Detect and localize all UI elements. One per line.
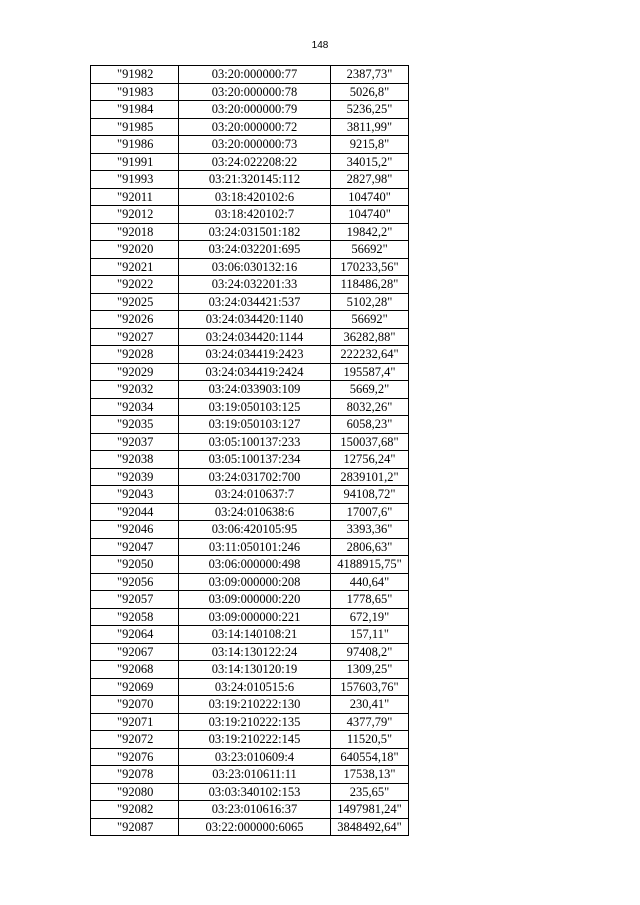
table-row <box>91 311 409 329</box>
value-cell: 6058,23" <box>331 416 409 434</box>
value-cell: 9215,8" <box>331 136 409 154</box>
record-id-cell: "92046 <box>91 521 179 539</box>
cadastral-number-cell: 03:24:031702:700 <box>179 468 331 486</box>
cadastral-number-cell: 03:24:034419:2424 <box>179 363 331 381</box>
record-id-cell: "92078 <box>91 766 179 784</box>
record-id-cell: "92064 <box>91 626 179 644</box>
table-row <box>91 398 409 416</box>
value-cell: 4188915,75" <box>331 556 409 574</box>
cadastral-number-cell: 03:19:210222:135 <box>179 713 331 731</box>
table-row <box>91 783 409 801</box>
table-row <box>91 556 409 574</box>
record-id-cell: "92027 <box>91 328 179 346</box>
table-row <box>91 573 409 591</box>
cadastral-number-cell: 03:11:050101:246 <box>179 538 331 556</box>
cadastral-number-cell: 03:24:034420:1140 <box>179 311 331 329</box>
record-id-cell: "92018 <box>91 223 179 241</box>
record-id-cell: "92026 <box>91 311 179 329</box>
cadastral-number-cell: 03:24:010638:6 <box>179 503 331 521</box>
record-id-cell: "92039 <box>91 468 179 486</box>
table-row <box>91 223 409 241</box>
table-row <box>91 521 409 539</box>
record-id-cell: "92087 <box>91 818 179 836</box>
table-row <box>91 731 409 749</box>
value-cell: 2806,63" <box>331 538 409 556</box>
value-cell: 672,19" <box>331 608 409 626</box>
value-cell: 157,11" <box>331 626 409 644</box>
record-id-cell: "92028 <box>91 346 179 364</box>
cadastral-number-cell: 03:19:050103:127 <box>179 416 331 434</box>
table-row <box>91 118 409 136</box>
record-id-cell: "92044 <box>91 503 179 521</box>
cadastral-number-cell: 03:19:050103:125 <box>179 398 331 416</box>
table-row <box>91 766 409 784</box>
record-id-cell: "92020 <box>91 241 179 259</box>
record-id-cell: "92050 <box>91 556 179 574</box>
table-row <box>91 643 409 661</box>
value-cell: 3811,99" <box>331 118 409 136</box>
cadastral-number-cell: 03:14:130120:19 <box>179 661 331 679</box>
record-id-cell: "91985 <box>91 118 179 136</box>
value-cell: 8032,26" <box>331 398 409 416</box>
record-id-cell: "92067 <box>91 643 179 661</box>
value-cell: 17007,6" <box>331 503 409 521</box>
record-id-cell: "91984 <box>91 101 179 119</box>
table-row <box>91 136 409 154</box>
cadastral-number-cell: 03:05:100137:233 <box>179 433 331 451</box>
record-id-cell: "92082 <box>91 801 179 819</box>
table-row <box>91 206 409 224</box>
record-id-cell: "92011 <box>91 188 179 206</box>
cadastral-number-cell: 03:20:000000:78 <box>179 83 331 101</box>
cadastral-number-cell: 03:23:010611:11 <box>179 766 331 784</box>
value-cell: 104740" <box>331 188 409 206</box>
record-id-cell: "92021 <box>91 258 179 276</box>
value-cell: 440,64" <box>331 573 409 591</box>
record-id-cell: "92043 <box>91 486 179 504</box>
table-row <box>91 346 409 364</box>
table-row <box>91 696 409 714</box>
value-cell: 3393,36" <box>331 521 409 539</box>
value-cell: 97408,2" <box>331 643 409 661</box>
table-row <box>91 713 409 731</box>
table-row <box>91 293 409 311</box>
cadastral-number-cell: 03:14:130122:24 <box>179 643 331 661</box>
table-row <box>91 626 409 644</box>
record-id-cell: "92047 <box>91 538 179 556</box>
record-id-cell: "92034 <box>91 398 179 416</box>
table-row <box>91 276 409 294</box>
table-row <box>91 381 409 399</box>
cadastral-number-cell: 03:09:000000:220 <box>179 591 331 609</box>
record-id-cell: "92056 <box>91 573 179 591</box>
value-cell: 170233,56" <box>331 258 409 276</box>
cadastral-number-cell: 03:06:000000:498 <box>179 556 331 574</box>
record-id-cell: "92032 <box>91 381 179 399</box>
value-cell: 222232,64" <box>331 346 409 364</box>
cadastral-number-cell: 03:20:000000:73 <box>179 136 331 154</box>
value-cell: 1497981,24" <box>331 801 409 819</box>
value-cell: 12756,24" <box>331 451 409 469</box>
cadastral-number-cell: 03:20:000000:79 <box>179 101 331 119</box>
value-cell: 2387,73" <box>331 66 409 84</box>
value-cell: 34015,2" <box>331 153 409 171</box>
table-row <box>91 678 409 696</box>
cadastral-number-cell: 03:18:420102:7 <box>179 206 331 224</box>
table-row <box>91 503 409 521</box>
cadastral-number-cell: 03:24:010515:6 <box>179 678 331 696</box>
record-id-cell: "92057 <box>91 591 179 609</box>
cadastral-number-cell: 03:19:210222:145 <box>179 731 331 749</box>
value-cell: 94108,72" <box>331 486 409 504</box>
cadastral-number-cell: 03:24:010637:7 <box>179 486 331 504</box>
table-row <box>91 433 409 451</box>
record-id-cell: "91982 <box>91 66 179 84</box>
value-cell: 195587,4" <box>331 363 409 381</box>
table-row <box>91 66 409 84</box>
value-cell: 118486,28" <box>331 276 409 294</box>
table-row <box>91 241 409 259</box>
table-row <box>91 188 409 206</box>
cadastral-number-cell: 03:23:010616:37 <box>179 801 331 819</box>
table-row <box>91 101 409 119</box>
table-row <box>91 468 409 486</box>
value-cell: 56692" <box>331 241 409 259</box>
table-row <box>91 486 409 504</box>
value-cell: 5669,2" <box>331 381 409 399</box>
table-row <box>91 608 409 626</box>
cadastral-number-cell: 03:09:000000:221 <box>179 608 331 626</box>
value-cell: 1309,25" <box>331 661 409 679</box>
cadastral-number-cell: 03:24:034419:2423 <box>179 346 331 364</box>
value-cell: 2839101,2" <box>331 468 409 486</box>
value-cell: 17538,13" <box>331 766 409 784</box>
record-id-cell: "92029 <box>91 363 179 381</box>
table-row <box>91 328 409 346</box>
cadastral-number-cell: 03:24:031501:182 <box>179 223 331 241</box>
cadastral-number-cell: 03:22:000000:6065 <box>179 818 331 836</box>
record-id-cell: "92076 <box>91 748 179 766</box>
table-row <box>91 818 409 836</box>
value-cell: 4377,79" <box>331 713 409 731</box>
record-id-cell: "91993 <box>91 171 179 189</box>
table-row <box>91 171 409 189</box>
value-cell: 104740" <box>331 206 409 224</box>
value-cell: 5236,25" <box>331 101 409 119</box>
record-id-cell: "92071 <box>91 713 179 731</box>
value-cell: 235,65" <box>331 783 409 801</box>
value-cell: 1778,65" <box>331 591 409 609</box>
value-cell: 3848492,64" <box>331 818 409 836</box>
page-number: 148 <box>311 40 329 51</box>
record-id-cell: "92070 <box>91 696 179 714</box>
table-row <box>91 363 409 381</box>
table-row <box>91 748 409 766</box>
record-id-cell: "92068 <box>91 661 179 679</box>
cadastral-number-cell: 03:14:140108:21 <box>179 626 331 644</box>
cadastral-number-cell: 03:24:022208:22 <box>179 153 331 171</box>
cadastral-number-cell: 03:24:034421:537 <box>179 293 331 311</box>
record-id-cell: "91986 <box>91 136 179 154</box>
table-row <box>91 538 409 556</box>
record-id-cell: "92037 <box>91 433 179 451</box>
cadastral-number-cell: 03:03:340102:153 <box>179 783 331 801</box>
value-cell: 56692" <box>331 311 409 329</box>
record-id-cell: "91991 <box>91 153 179 171</box>
value-cell: 19842,2" <box>331 223 409 241</box>
record-id-cell: "92058 <box>91 608 179 626</box>
value-cell: 5102,28" <box>331 293 409 311</box>
value-cell: 2827,98" <box>331 171 409 189</box>
table-row <box>91 153 409 171</box>
table-row <box>91 258 409 276</box>
cadastral-number-cell: 03:06:030132:16 <box>179 258 331 276</box>
cadastral-number-cell: 03:09:000000:208 <box>179 573 331 591</box>
record-id-cell: "92025 <box>91 293 179 311</box>
table-row <box>91 451 409 469</box>
value-cell: 640554,18" <box>331 748 409 766</box>
cadastral-number-cell: 03:24:032201:33 <box>179 276 331 294</box>
table-row <box>91 83 409 101</box>
value-cell: 230,41" <box>331 696 409 714</box>
value-cell: 157603,76" <box>331 678 409 696</box>
table-row <box>91 591 409 609</box>
record-id-cell: "92038 <box>91 451 179 469</box>
record-id-cell: "92069 <box>91 678 179 696</box>
registry-table-body <box>91 66 409 836</box>
cadastral-number-cell: 03:18:420102:6 <box>179 188 331 206</box>
cadastral-number-cell: 03:20:000000:72 <box>179 118 331 136</box>
cadastral-number-cell: 03:06:420105:95 <box>179 521 331 539</box>
table-row <box>91 661 409 679</box>
record-id-cell: "92072 <box>91 731 179 749</box>
record-id-cell: "92080 <box>91 783 179 801</box>
cadastral-number-cell: 03:21:320145:112 <box>179 171 331 189</box>
cadastral-number-cell: 03:19:210222:130 <box>179 696 331 714</box>
table-row <box>91 801 409 819</box>
record-id-cell: "91983 <box>91 83 179 101</box>
cadastral-number-cell: 03:24:032201:695 <box>179 241 331 259</box>
table-row <box>91 416 409 434</box>
record-id-cell: "92035 <box>91 416 179 434</box>
registry-table <box>90 65 409 836</box>
value-cell: 36282,88" <box>331 328 409 346</box>
record-id-cell: "92022 <box>91 276 179 294</box>
value-cell: 150037,68" <box>331 433 409 451</box>
cadastral-number-cell: 03:23:010609:4 <box>179 748 331 766</box>
record-id-cell: "92012 <box>91 206 179 224</box>
cadastral-number-cell: 03:24:034420:1144 <box>179 328 331 346</box>
cadastral-number-cell: 03:20:000000:77 <box>179 66 331 84</box>
cadastral-number-cell: 03:05:100137:234 <box>179 451 331 469</box>
value-cell: 5026,8" <box>331 83 409 101</box>
value-cell: 11520,5" <box>331 731 409 749</box>
cadastral-number-cell: 03:24:033903:109 <box>179 381 331 399</box>
